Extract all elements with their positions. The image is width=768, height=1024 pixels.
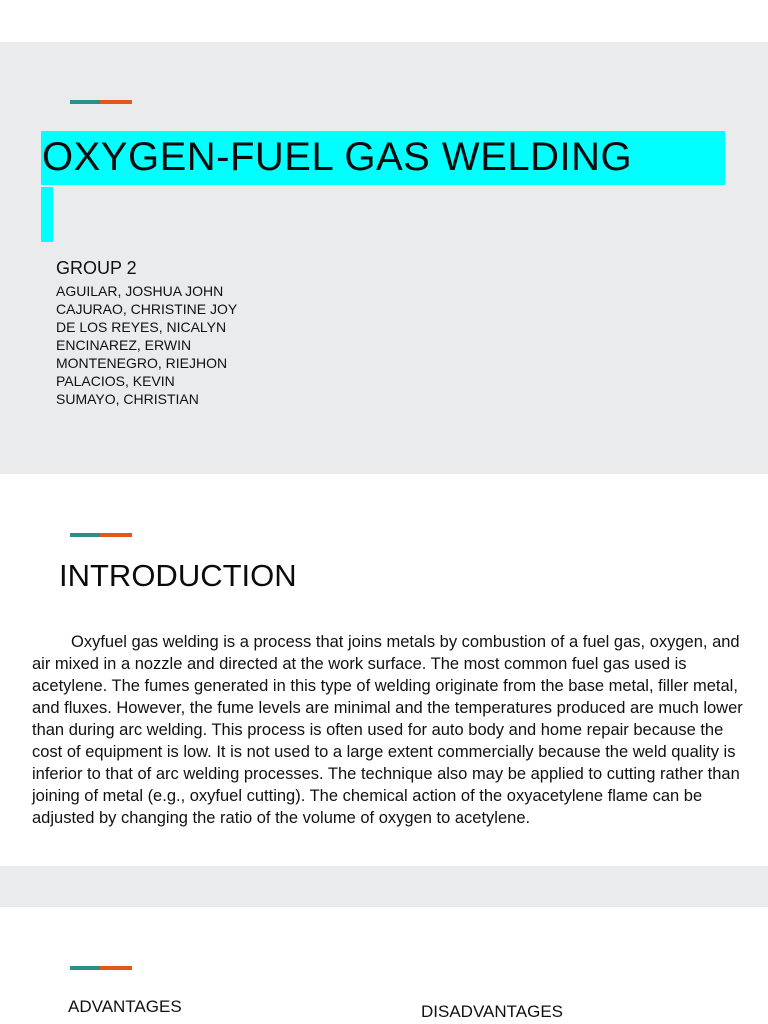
accent-bar-orange — [100, 966, 132, 970]
top-page-margin — [0, 0, 768, 42]
accent-bar-teal — [70, 966, 100, 970]
member-list — [56, 282, 237, 408]
member-item: DE LOS REYES, NICALYN — [56, 319, 227, 335]
accent-bar-orange — [100, 533, 132, 537]
accent-bar-teal — [70, 533, 100, 537]
member-item: CAJURAO, CHRISTINE JOY — [56, 301, 238, 317]
accent-bar — [70, 533, 132, 537]
title-slide — [0, 42, 768, 432]
introduction-slide — [0, 474, 768, 866]
member-item: ENCINAREZ, ERWIN — [56, 337, 192, 353]
accent-bar-orange — [100, 100, 132, 104]
member-item: SUMAYO, CHRISTIAN — [56, 391, 199, 407]
title-highlight-tail — [41, 187, 53, 242]
introduction-heading: INTRODUCTION — [59, 558, 297, 593]
advantages-slide — [0, 907, 768, 1024]
disadvantages-heading: DISADVANTAGES — [421, 1002, 564, 1021]
member-item: PALACIOS, KEVIN — [56, 373, 175, 389]
accent-bar-teal — [70, 100, 100, 104]
group-label: GROUP 2 — [56, 258, 137, 278]
page-title: OXYGEN-FUEL GAS WELDING — [42, 135, 633, 179]
advantages-heading: ADVANTAGES — [68, 997, 182, 1016]
member-item: AGUILAR, JOSHUA JOHN — [56, 283, 224, 299]
member-item: MONTENEGRO, RIEJHON — [56, 355, 228, 371]
introduction-body: Oxyfuel gas welding is a process that joins metals by combustion of a fuel gas, oxygen, and air mixed in a nozzle and directed at the work surface. The most common fuel gas used is acetylene. The fumes generated in this type of welding originate from the base metal, filler metal, and fluxes. However, the fume levels are minimal and the temperatures produced are much lower than during arc welding. This process is often used for auto body and home repair because the cost of equipment is low. It is not used to a large extent commercially because the weld quality is inferior to that of arc welding processes. The technique also may be applied to cutting rather than joining of metal (e.g., oxyfuel cutting). The chemical action of the oxyacetylene flame can be adjusted by changing the ratio of the volume of oxygen to acetylene. — [32, 633, 743, 827]
accent-bar — [70, 966, 132, 970]
accent-bar — [70, 100, 132, 104]
